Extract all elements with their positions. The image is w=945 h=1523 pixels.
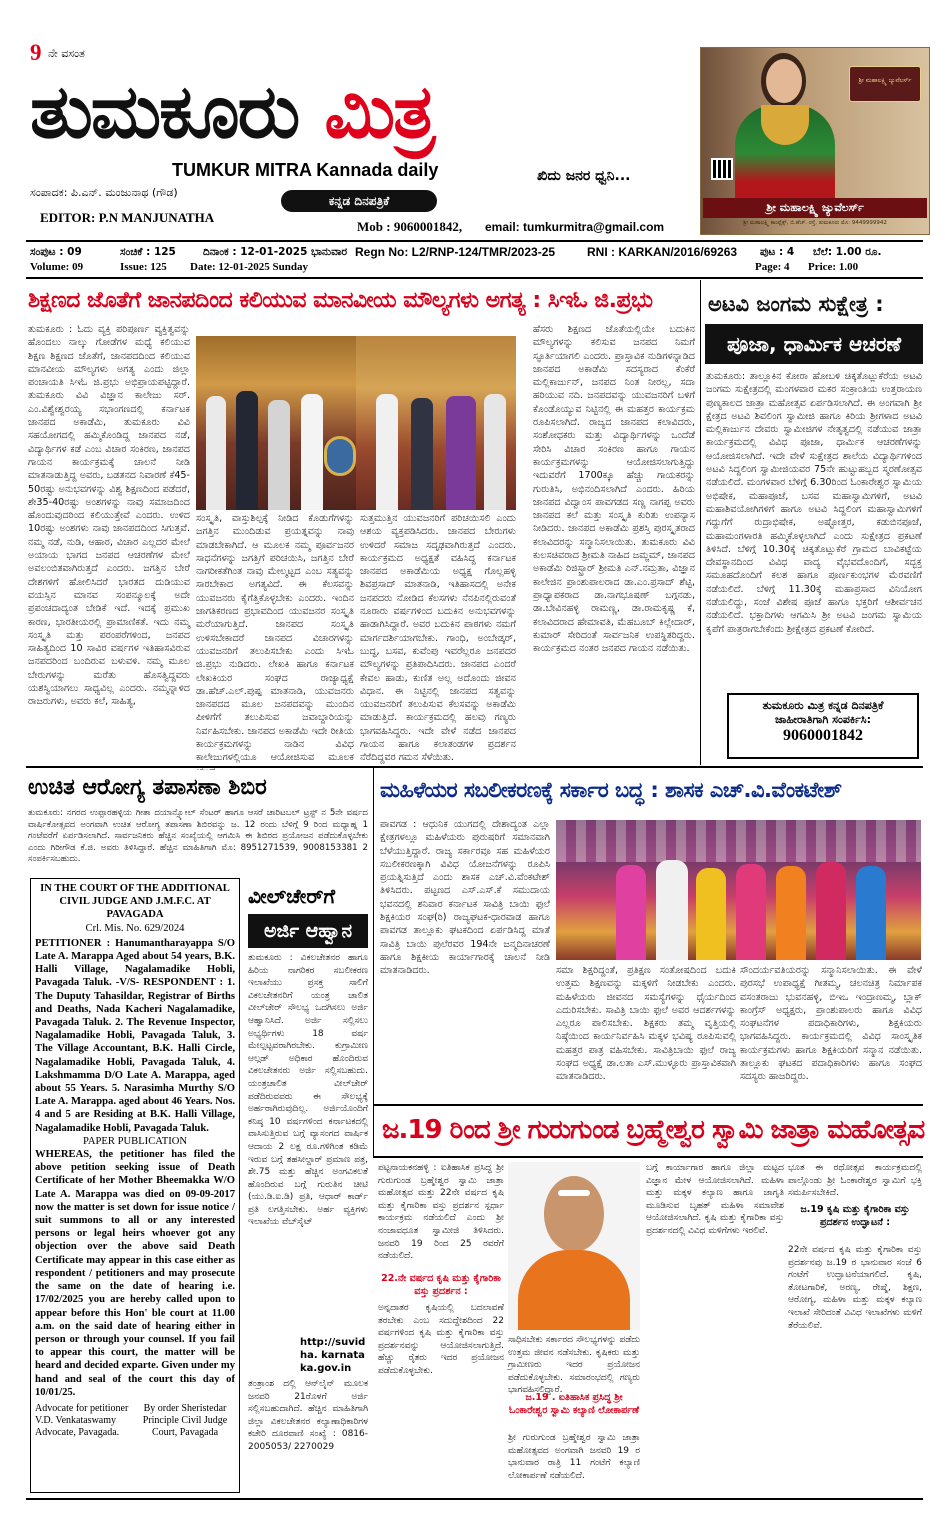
info-issue-kn: ಸಂಚಿಕೆ : 125	[120, 246, 176, 258]
info-rni-number: RNI : KARKAN/2016/69263	[587, 245, 738, 259]
mobile-number: Mob : 9060001842,	[357, 219, 463, 234]
info-price-kn: ಬೆಲೆ: 1.00 ರೂ.	[813, 246, 882, 258]
legal-notice-text: WHEREAS, the petitioner has filed the above petition seeking issue of Death Certificate of her Mother Bheemakka W/O Late A. Marappa was died on 09-09-2017 now the matter is set down for issue notice / suit summons to all or any interested persons or legal heirs whoever got any objection over the above said Death Certificate may appear in this case either as respondent / petitioners and may prosecute the same on the date of hearing i.e. 17/02/2025 you are hereby called upon to appear before this Hon' ble court at 11.00 a.m. on the said date of hearing either in person or through your counsel. If you fail to appear this court, the matter will be heard and decided exparte. Given under my hand and seal of the court this day of 10/01/25.	[35, 1149, 235, 1398]
issue-info-bar	[30, 244, 923, 276]
story5-headline-line2: ಅರ್ಜಿ ಆಹ್ವಾನ	[248, 914, 368, 948]
kannada-daily-badge: ಕನ್ನಡ ದಿನಪತ್ರಿಕೆ	[281, 190, 437, 212]
ad-logo-text: ಶ್ರೀ ಮಹಾಲಕ್ಷ್ಮಿ ಜ್ಯುವೆಲರ್ಸ್	[858, 77, 912, 84]
story1-photo-3	[196, 336, 356, 510]
story1-photo-2	[356, 336, 516, 510]
title-main: ತುಮಕೂರು	[30, 69, 299, 155]
story5-website: http://suvidha. karnataka.gov.in	[300, 1337, 366, 1374]
info-bottom-rule	[26, 277, 923, 279]
story6-col2: ಸಾಧಿಸಬೇಕು ಸರ್ಕಾರದ ಸೌಲಭ್ಯಗಳನ್ನು ಪಡೆದು ಉತ್ತಮ ಜೀವನ ನಡೆಸಬೇಕು. ಕೃಷಿಕರು ಮತ್ತು ಗ್ರಾಮೀಣರು ಇದರ ಪ್ರಯೋಜನ ಪಡೆದುಕೊಳ್ಳಬೇಕು. ಸಮಾರಂಭದಲ್ಲಿ ಗಣ್ಯರು ಭಾಗವಹಿಸಲಿದ್ದಾರೆ.	[508, 1335, 640, 1396]
edition-label: ನೇ ವಸಂತ	[48, 47, 85, 60]
paper-title	[30, 62, 433, 162]
ad-qr-code	[711, 158, 733, 180]
story1-divider	[700, 280, 701, 765]
info-volume-en: Volume: 09	[30, 261, 84, 273]
swamiji-photo	[508, 1162, 640, 1330]
legal-paper-publication: PAPER PUBLICATION	[82, 1135, 188, 1147]
legal-notice	[30, 878, 240, 1493]
contact-box-ad	[727, 693, 919, 759]
legal-parties: PETITIONER : Hanumantharayappa S/O Late A. Marappa Aged about 54 years, B.K. Halli Village, Nagalamadike Hobli, Pavagada Taluk. -V/S- RESPONDENT : 1. The Duputy Tahasildar, Registrar of Births and Deaths, Nada Kacheri Nagalamadike, Pavagada Taluk. 2. The Revenue Inspector, Nagalamadike Hobli, Pavagada Taluk, 3. The Village Accountant, B.K. Halli Circle, Nagalamadike Hobli, Pavagada Taluk, 4. Lakshmamma D/O Late A. Marappa, aged about 55 Years. 5. Narasimha Murthy S/O Late A. Marappa. aged about 46 Years. Nos. 4 and 5 are Residing at B.K. Halli Village, Nagalamadike Hobli, Pavagada Taluk.	[35, 937, 235, 1134]
legal-court: IN THE COURT OF THE ADDITIONAL CIVIL JUDGE AND J.M.F.C. AT PAVAGADA	[40, 883, 230, 921]
story5-tail: ತಂತ್ರಾಂಶ ದಲ್ಲಿ ಆನ್‌ಲೈನ್ ಮೂಲಕ ಜನವರಿ 21ರೊಳಗೆ ಅರ್ಜಿ ಸಲ್ಲಿಸಬಹುದಾಗಿದೆ. ಹೆಚ್ಚಿನ ಮಾಹಿತಿಗಾಗಿ ಜಿಲ್ಲಾ ವಿಕಲಚೇತನರ ಕಲ್ಯಾಣಾಧಿಕಾರಿಗಳ ಕಚೇರಿ ದೂರವಾಣಿ ಸಂಖ್ಯೆ : 0816-2005053/ 2270029	[248, 1379, 368, 1452]
story4-col-b: ಸೌಂದರ್ಯವತಿಯರನ್ನು ಸನ್ಮಾನಿಸಲಾಯಿತು. ಈ ವೇಳೆ ಪುರಸಭೆ ಉಪಾಧ್ಯಕ್ಷೆ ಗೀತಮ್ಮ, ಚಲನಚಿತ್ರ ನಿರ್ಮಾಪಕ ವಸಂತರಾಜು ಭುವನಹಳ್ಳಿ, ಬಿಇಒ ಇಂದ್ರಾಣಮ್ಮ, ಬ್ಲಾಕ್ ಕಾಂಗ್ರೆಸ್ ಅಧ್ಯಕ್ಷರು, ಪ್ರಾಂಶುಪಾಲರು ಹಾಗೂ ವಿವಿಧ ಸಂಘಟನೆಗಳ ಪದಾಧಿಕಾರಿಗಳು, ಶಿಕ್ಷಕಿಯರು ಭಾಗವಹಿಸಿದ್ದರು. ಕಾರ್ಯಕ್ರಮದಲ್ಲಿ ವಿವಿಧ ಸಾಂಸ್ಕೃತಿಕ ಕಾರ್ಯಕ್ರಮಗಳು ಹಾಗೂ ಶಿಕ್ಷಕಿಯರಿಗೆ ಸನ್ಮಾನ ನಡೆಯಿತು. ತಾಲ್ಲೂಕು ಘಟಕದ ಪದಾಧಿಕಾರಿಗಳು ಹಾಗೂ ಸಂಘದ ಸದಸ್ಯರು ಹಾಜರಿದ್ದರು.	[740, 965, 922, 1083]
story1-col2: ಸಂಸ್ಕೃತಿ, ವಾಸ್ತುಶಿಲ್ಪಕ್ಕೆ ನೀಡಿದ ಕೊಡುಗೆಗಳನ್ನು ಜಗತ್ತಿನ ಮುಂದಿಡುವ ಪ್ರಯತ್ನವನ್ನು ನಾವು ಮಾಡಬೇಕಾಗಿದೆ. ಆ ಮೂಲಕ ನಮ್ಮ ಪೂರ್ವಜನರ ಸಾಧನೆಗಳನ್ನು ಜಗತ್ತಿಗೆ ಪರಿಚಯಿಸಿ, ಜಗತ್ತಿನ ಬೇರೆ ನಾಗರೀಕತೆಗಿಂತ ನಾವು ಮೇಲ್ಮಟ್ಟದ ಎಂಬ ಸತ್ಯವನ್ನು ಸಾರಬೇಕಾದ ಅಗತ್ಯವಿದೆ. ಈ ಕೆಲಸವನ್ನು ಯುವಜನರು ಕೈಗೆತ್ತಿಕೊಳ್ಳಬೇಕು ಎಂದರು. ಇಂದಿನ ಜಾಗತಿಕರಣದ ಪ್ರಭಾವದಿಂದ ಯುವಜನರ ಸಂಸ್ಕೃತಿ ಮರೆಯಾಗುತ್ತಿದೆ. ಜಾನಪದ ಸಂಸ್ಕೃತಿ ಉಳಿಸಬೇಕಾದರೆ ಜಾನಪದ ವಿಚಾರಗಳನ್ನು ಯುವಜನರಿಗೆ ತಲುಪಿಸಬೇಕು ಎಂದು ಸಿಇಓ ಜಿ.ಪ್ರಭು ನುಡಿದರು. ಲೇಖಕಿ ಹಾಗೂ ಕರ್ನಾಟಕ ಲೇಖಕಿಯರ ಸಂಘದ ರಾಜ್ಯಾಧ್ಯಕ್ಷೆ ಡಾ.ಹೆಚ್.ಎಲ್.ಪುಷ್ಪ ಮಾತನಾಡಿ, ಯುವಜನರು ಜಾನಪದದ ಮೂಲ ಜನಪದವನ್ನು ಮುಂದಿನ ಪೀಳಿಗೆಗೆ ತಲುಪಿಸುವ ಜವಾಬ್ದಾರಿಯನ್ನು ನಿರ್ವಹಿಸಬೇಕು. ಜಾನಪದ ಅಕಾಡೆಮಿ ಇದೇ ರೀತಿಯ ಕಾರ್ಯಕ್ರಮಗಳನ್ನು ನಾಡಿನ ವಿವಿಧ ಕಾಲೇಜುಗಳಲ್ಲಿಯೂ ಆಯೋಜಿಸುವ ಮೂಲಕ	[196, 513, 354, 764]
story2-headline-line1: ಅಟವಿ ಜಂಗಮ ಸುಕ್ಷೇತ್ರ :	[708, 284, 923, 324]
story3-headline: ಉಚಿತ ಆರೋಗ್ಯ ತಪಾಸಣಾ ಶಿಬಿರ	[28, 770, 368, 806]
story6-subhead-3: ಜ.19 ಕೃಷಿ ಮತ್ತು ಕೈಗಾರಿಕಾ ವಸ್ತು ಪ್ರದರ್ಶನ ಉದ್ಘಾಟನೆ :	[800, 1204, 910, 1228]
edition-number: 9	[30, 40, 42, 65]
story3-divider	[373, 768, 374, 1158]
box-ad-phone: 9060001842	[783, 727, 863, 744]
story6-headline: ಜ.19 ರಿಂದ ಶ್ರೀ ಗುರುಗುಂಡ ಬ್ರಹ್ಮೇಶ್ವರ ಸ್ವಾಮಿ ಜಾತ್ರಾ ಮಹೋತ್ಸವ	[382, 1106, 922, 1154]
story1-col3: ಸುತ್ತಮುತ್ತಿನ ಯುವಜನರಿಗೆ ಪರಿಚಯಿಸಲಿ ಎಂದು ಆಶಯ ವ್ಯಕ್ತಪಡಿಸಿದರು. ಜಾನಪದ ಬೇರುಗಳು ಉಳಿದರೆ ಸಮಾಜ ಸದೃಢವಾಗಿರುತ್ತದೆ ಎಂದರು. ಕಾರ್ಯಕ್ರಮದ ಅಧ್ಯಕ್ಷತೆ ವಹಿಸಿದ್ದ ಕರ್ನಾಟಕ ಜಾನಪದ ಅಕಾಡೆಮಿಯ ಅಧ್ಯಕ್ಷ ಗೊಲ್ಲಹಳ್ಳಿ ಶಿವಪ್ರಸಾದ್ ಮಾತನಾಡಿ, ಇತಿಹಾಸದಲ್ಲಿ ಅನೇಕ ಜನಪದರು ನೋಡಿದ ಕೆಲಸಗಳು ನೆನಪಿನಲ್ಲಿರುವಂತೆ ನೂರಾರು ವರ್ಷಗಳಿಂದ ಬದುಕಿನ ಅನುಭವಗಳನ್ನು ಹಾಡಾಗಿಸಿದ್ದಾರೆ. ಅವರ ಬದುಕಿನ ಪಾಠಗಳು ನಮಗೆ ಮಾರ್ಗದರ್ಶಿಯಾಗಬೇಕು. ಗಾಂಧಿ, ಅಂಬೇಡ್ಕರ್, ಬುದ್ಧ, ಬಸವ, ಕುವೆಂಪು ಇವರೆಲ್ಲರೂ ಜನಪದರ ಮೌಲ್ಯಗಳನ್ನು ಪ್ರತಿಪಾದಿಸಿದರು. ಜಾನಪದ ಎಂದರೆ ಕೇವಲ ಹಾಡು, ಕುಣಿತ ಅಲ್ಲ ಅದೊಂದು ಜೀವನ ವಿಧಾನ. ಈ ನಿಟ್ಟಿನಲ್ಲಿ ಜಾನಪದ ಸತ್ವವನ್ನು ಯುವಜನರಿಗೆ ತಲುಪಿಸುವ ಕೆಲಸವನ್ನು ಅಕಾಡೆಮಿ ಮಾಡುತ್ತಿದೆ. ಕಾರ್ಯಕ್ರಮದಲ್ಲಿ ಹಲವು ಗಣ್ಯರು ಭಾಗವಹಿಸಿದ್ದರು. ಇದೇ ವೇಳೆ ನಡೆದ ಜಾನಪದ ಗಾಯನ ಹಾಗೂ ಕಲಾತಂಡಗಳ ಪ್ರದರ್ಶನ ನೆರೆದಿದ್ದವರ ಗಮನ ಸೆಳೆಯಿತು.	[360, 513, 516, 764]
story6-col3: ಬಗ್ಗೆ ಕಾರ್ಯಾಗಾರ ಹಾಗೂ ಜಿಲ್ಲಾ ಮಟ್ಟದ ವಿಜ್ಞಾನ ಮೇಳ ಆಯೋಜಿಸಲಾಗಿದೆ. ಮಹಿಳಾ ಮತ್ತು ಮಕ್ಕಳ ಕಲ್ಯಾಣ ಹಾಗೂ ಜಾಗೃತಿ ಮೂಡಿಸುವ ಬೃಹತ್ ಮಹಿಳಾ ಸಮಾವೇಶ ಆಯೋಜಿಸಲಾಗಿದೆ. ಕೃಷಿ ಮತ್ತು ಕೈಗಾರಿಕಾ ವಸ್ತು ಪ್ರದರ್ಶನದಲ್ಲಿ ವಿವಿಧ ಮಳಿಗೆಗಳು ಇರಲಿವೆ.	[646, 1163, 784, 1236]
story4-headline: ಮಹಿಳೆಯರ ಸಬಲೀಕರಣಕ್ಕೆ ಸರ್ಕಾರ ಬದ್ಧ : ಶಾಸಕ ಎಚ್.ವಿ.ವೆಂಕಟೇಶ್	[380, 770, 925, 810]
info-page-kn: ಪುಟ : 4	[760, 246, 795, 258]
editor-english: EDITOR: P.N MANJUNATHA	[40, 210, 215, 225]
info-price-en: Price: 1.00	[808, 261, 859, 273]
story2-body: ತುಮಕೂರು: ತಾಲ್ಲೂಕಿನ ಕೋರಾ ಹೋಬಳಿ ಚಿಕ್ಕತೊಟ್ಲುಕೆರೆಯ ಅಟವಿ ಜಂಗಮ ಸುಕ್ಷೇತ್ರದಲ್ಲಿ ಮಂಗಳವಾರ ಮಕರ ಸಂಕ್ರಾಂತಿಯ ಉತ್ತರಾಯಣ ಪುಣ್ಯಕಾಲದ ಜಾತ್ರಾ ಮಹೋತ್ಸವ ಏರ್ಪಡಿಸಲಾಗಿದೆ. ಈ ಅಂಗವಾಗಿ ಶ್ರೀ ಕ್ಷೇತ್ರದ ಅಟವಿ ಶಿವಲಿಂಗ ಸ್ವಾಮೀಜಿ ಹಾಗೂ ಕಿರಿಯ ಶ್ರೀಗಳಾದ ಅಟವಿ ಮಲ್ಲಿಕಾರ್ಜುನ ದೇವರು ಸ್ವಾಮೀಜಿಗಳ ನೇತೃತ್ವದಲ್ಲಿ ನಡೆಯುವ ಜಾತ್ರಾ ಕಾರ್ಯಕ್ರಮದಲ್ಲಿ ವಿವಿಧ ಪೂಜಾ, ಧಾರ್ಮಿಕ ಆಚರಣೆಗಳನ್ನು ಆಯೋಜಿಸಲಾಗಿದೆ. ಇದೇ ವೇಳೆ ಸುಕ್ಷೇತ್ರದ ಶಾಲೆಯ ವಿದ್ಯಾರ್ಥಿಗಳಿಂದ ಅಟವಿ ಸಿದ್ದಲಿಂಗ ಸ್ವಾಮೀಜಿಯವರ 75ನೇ ಹುಟ್ಟುಹಬ್ಬದ ಸ್ಮರಣೋತ್ಸವ ನಡೆಯಲಿದೆ. ಮಂಗಳವಾರ ಬೆಳಿಗ್ಗೆ 6.30ರಿಂದ ಓಂಕಾರೇಶ್ವರ ಸ್ವಾಮಿಯ ಅಭಿಷೇಕ, ಮಹಾಪೂಜೆ, ಬಸವ ಮಹಾಸ್ವಾಮಿಗಳಿಗೆ, ಅಟವಿ ಮಹಾಶಿವಯೋಗಿಗಳಿಗೆ ಹಾಗೂ ಅಟವಿ ಸಿದ್ದಲಿಂಗ ಮಹಾಸ್ವಾಮಿಗಳಿಗೆ ಗದ್ದುಗೆಗೆ ರುದ್ರಾಭಿಷೇಕ, ಅಷ್ಟೋತ್ತರ, ಕಡುಬಿನಪೂಜೆ, ಮಹಾಮಂಗಳಾರತಿ ಹಮ್ಮಿಕೊಳ್ಳಲಾಗಿದೆ ಎಂದು ಸುಕ್ಷೇತ್ರದ ಪ್ರಕಟಣೆ ತಿಳಿಸಿದೆ. ಬೆಳಿಗ್ಗೆ 10.30ಕ್ಕೆ ಚಿಕ್ಕತೊಟ್ಲುಕೆರೆ ಗ್ರಾಮದ ಬಾವಿಕಟ್ಟೆಯ ದೇವಸ್ಥಾನದಿಂದ ವಿವಿಧ ವಾದ್ಯ ವೈಭವದೊಂದಿಗೆ, ಸದ್ಭಕ್ತ ಸಮೂಹದೊಂದಿಗೆ ಕಲಶ ಹಾಗೂ ಪೂರ್ಣಕುಂಭಗಳ ಮೆರವಣಿಗೆ ನಡೆಯಲಿದೆ. ಬೆಳಿಗ್ಗೆ 11.30ಕ್ಕೆ ಮಹಾಪ್ರಸಾದ ವಿನಿಯೋಗ ನಡೆಯಲಿದ್ದು, ಸಂಜೆ ವಿಶೇಷ ಪೂಜೆ ಹಾಗೂ ಭಕ್ತರಿಗೆ ಆಶೀರ್ವಚನ ನಡೆಯಲಿದೆ. ಭಕ್ತಾದಿಗಳು ಆಗಮಿಸಿ ಶ್ರೀ ಅಟವಿ ಜಂಗಮ ಸ್ವಾಮಿಯ ಕೃಪೆಗೆ ಪಾತ್ರರಾಗಬೇಕೆಂದು ಶ್ರೀಕ್ಷೇತ್ರದ ಪ್ರಕಟಣೆ ಕೋರಿದೆ.	[706, 371, 922, 635]
story4-intro: ಪಾವಗಡ : ಆಧುನಿಕ ಯುಗದಲ್ಲಿ ದೇಶಾದ್ಯಂತ ಎಲ್ಲಾ ಕ್ಷೇತ್ರಗಳಲ್ಲೂ ಮಹಿಳೆಯರು ಪುರುಷರಿಗೆ ಸಮಾನವಾಗಿ ಬೆಳೆಯುತ್ತಿದ್ದಾರೆ. ರಾಜ್ಯ ಸರ್ಕಾರವೂ ಸಹ ಮಹಿಳೆಯರ ಸಬಲೀಕರಣಕ್ಕಾಗಿ ವಿವಿಧ ಯೋಜನೆಗಳನ್ನು ರೂಪಿಸಿ ಪ್ರಯತ್ನಿಸುತ್ತಿದೆ ಎಂದು ಶಾಸಕ ಎಚ್.ವಿ.ವೆಂಕಟೇಶ್ ತಿಳಿಸಿದರು. ಪಟ್ಟಣದ ಎಸ್.ಎಸ್.ಕೆ ಸಮುದಾಯ ಭವನದಲ್ಲಿ ಶನಿವಾರ ಕರ್ನಾಟಕ ಸಾವಿತ್ರಿ ಬಾಯಿ ಫುಲೆ ಶಿಕ್ಷಕಿಯರ ಸಂಘ(ರಿ) ರಾಜ್ಯಘಟಕ-ಧಾರವಾಡ ಹಾಗೂ ಪಾವಗಡ ತಾಲ್ಲೂಕು ಘಟಕದಿಂದ ಏರ್ಪಡಿಸಿದ್ದ ಮಾತೆ ಸಾವಿತ್ರಿ ಬಾಯಿ ಪುಲೆರವರ 194ನೇ ಜನ್ಮದಿನಾಚರಣೆ ಹಾಗೂ ಶಿಕ್ಷಕೀಯ ಕಾರ್ಯಾಗಾರಕ್ಕೆ ಚಾಲನೆ ನೀಡಿ ಮಾತನಾಡಿದರು.	[380, 819, 550, 977]
info-top-rule	[26, 240, 923, 242]
story6-col4b: 22ನೇ ವರ್ಷದ ಕೃಷಿ ಮತ್ತು ಕೈಗಾರಿಕಾ ವಸ್ತು ಪ್ರದರ್ಶನವು ಜ.19 ರ ಭಾನುವಾರ ಸಂಜೆ 6 ಗಂಟೆಗೆ ಉದ್ಘಾಟನೆಯಾಗಲಿದೆ. ಕೃಷಿ, ತೋಟಗಾರಿಕೆ, ಅರಣ್ಯ, ರೇಷ್ಮೆ, ಶಿಕ್ಷಣ, ಆರೋಗ್ಯ, ಮಹಿಳಾ ಮತ್ತು ಮಕ್ಕಳ ಕಲ್ಯಾಣ ಇಲಾಖೆ ಸೇರಿದಂತೆ ವಿವಿಧ ಇಲಾಖೆಗಳು ಮಳಿಗೆ ತೆರೆಯಲಿವೆ.	[788, 1245, 922, 1331]
ad-brand-logo	[849, 66, 921, 102]
title-accent: ಮಿತ್ರ	[324, 69, 434, 155]
story6-col4: ಭೂತ ಈ ರಥೋತ್ಸವ ಕಾರ್ಯಕ್ರಮದಲ್ಲಿ ಪಾಲ್ಗೊಂಡು ಶ್ರೀ ಓಂಕಾರೇಶ್ವರ ಸ್ವಾಮಿಗೆ ಭಕ್ತಿ ಸಮರ್ಪಿಸಬೇಕಿದೆ.	[788, 1163, 922, 1199]
story6-col1b: ಅನ್ನದಾತರ ಕೃಷಿಯಲ್ಲಿ ಬದಲಾವಣೆ ತರಬೇಕು ಎಂಬ ಸದುದ್ದೇಶದಿಂದ 22 ವರ್ಷಗಳಿಂದ ಕೃಷಿ ಮತ್ತು ಕೈಗಾರಿಕಾ ವಸ್ತು ಪ್ರದರ್ಶನವನ್ನು ಆಯೋಜಿಸಲಾಗುತ್ತಿದೆ. ಹೆಚ್ಚು ರೈತರು ಇದರ ಪ್ರಯೋಜನ ಪಡೆದುಕೊಳ್ಳಬೇಕು.	[378, 1303, 504, 1376]
box-ad-line2: ಜಾಹೀರಾತಿಗಾಗಿ ಸಂಪರ್ಕಿಸಿ:	[774, 713, 872, 726]
story6-subhead-1: 22.ನೇ ವರ್ಷದ ಕೃಷಿ ಮತ್ತು ಕೈಗಾರಿಕಾ ವಸ್ತು ಪ್ರದರ್ಶನ :	[381, 1273, 501, 1297]
story4-photo	[556, 820, 921, 960]
story4-col-a: ಸಮಾ ಶಿಕ್ಷರಿದ್ದಂತೆ, ಪ್ರತಿಕ್ಷಣ ಸಂತೋಷದಿಂದ ಬದುಕಿ ಉತ್ತಮ ಶಿಕ್ಷಣವನ್ನು ಮಕ್ಕಳಿಗೆ ನೀಡಬೇಕು ಎಂದರು. ಮಹಿಳೆಯರು ಜೀವನದ ಸಮಸ್ಯೆಗಳನ್ನು ಧೈರ್ಯದಿಂದ ಎದುರಿಸಬೇಕು. ಸಾವಿತ್ರಿ ಬಾಯಿ ಫುಲೆ ಅವರ ಆದರ್ಶಗಳನ್ನು ಎಲ್ಲರೂ ಪಾಲಿಸಬೇಕು. ಶಿಕ್ಷಕರು ತಮ್ಮ ವೃತ್ತಿಯಲ್ಲಿ ನಿಷ್ಠೆಯಿಂದ ಕಾರ್ಯನಿರ್ವಹಿಸಿ ಮಕ್ಕಳ ಭವಿಷ್ಯ ರೂಪಿಸುವಲ್ಲಿ ಮಹತ್ತರ ಪಾತ್ರ ವಹಿಸಬೇಕು. ಸಾವಿತ್ರಿಬಾಯಿ ಫುಲೆ ರಾಜ್ಯ ಸಂಘದ ಅಧ್ಯಕ್ಷೆ ಡಾ.ಲತಾ ಎಸ್.ಮುಳ್ಳೂರು ಪ್ರಾಸ್ತಾವಿಕವಾಗಿ ಮಾತನಾಡಿದರು.	[556, 965, 736, 1083]
story6-subhead-2: ಜ.19 . ಐತಿಹಾಸಿಕ ಪ್ರಸಿದ್ಧ ಶ್ರೀ ಓಂಕಾರೇಶ್ವರ ಸ್ವಾಮಿ ಕಲ್ಯಾಣಿ ಲೋಕಾರ್ಪಣೆ	[508, 1392, 640, 1416]
tagline: ಖಿದು ಜನರ ಧ್ವನಿ...	[537, 168, 631, 184]
story5-body: ತುಮಕೂರು : ವಿಕಲಚೇತನರ ಹಾಗೂ ಹಿರಿಯ ನಾಗರಿಕರ ಸಬಲೀಕರಣ ಇಲಾಖೆಯು ಪ್ರಸಕ್ತ ಸಾಲಿಗೆ ವಿಕಲಚೇತನರಿಗೆ ಯಂತ್ರ ಚಾಲಿತ ವೀಲ್‌ಚೇರ್ ಸೌಲಭ್ಯ ಒದಗಿಸಲು ಅರ್ಜಿ ಆಹ್ವಾನಿಸಿದೆ. ಅರ್ಜಿ ಸಲ್ಲಿಸಲು ಅಭ್ಯರ್ಥಿಗಳು 18 ವರ್ಷ ಮೇಲ್ಪಟ್ಟವರಾಗಿರಬೇಕು. ಕುಗ್ರಾಮೀಣ ಆಲ್ಗಡ್ ಅಧಿಕಾರ ಹೊಂದಿರುವ ವಿಕಲಚೇತನರು ಅರ್ಜಿ ಸಲ್ಲಿಸಬಹುದು. ಯಂತ್ರಚಾಲಿತ ವೀಲ್‌ಚೇರ್ ಪಡೆದಿರುವವರು ಈ ಸೌಲಭ್ಯಕ್ಕೆ ಅರ್ಹರಾಗಿರುವುದಿಲ್ಲ. ಅರ್ಜಿಯೊಂದಿಗೆ ಕನಿಷ್ಠ 10 ವರ್ಷಗಳಿಂದ ಕರ್ನಾಟಕದಲ್ಲಿ ವಾಸಿಸುತ್ತಿರುವ ಬಗ್ಗೆ ವ್ಯಾಸಂಗದ ವಾರ್ಷಿಕ ಆದಾಯ 2 ಲಕ್ಷ ರೂ.ಗಳಿಗಿಂತ ಕಡಿಮೆ ಇರುವ ಬಗ್ಗೆ ತಹಸೀಲ್ದಾರ್ ಪ್ರಮಾಣ ಪತ್ರ, ಶೇ.75 ಮತ್ತು ಹೆಚ್ಚಿನ ಅಂಗವಿಕಲತೆ ಹೊಂದಿರುವ ಬಗ್ಗೆ ಗುರುತಿನ ಚೀಟಿ (ಯು.ಡಿ.ಐ.ಡಿ) ಪ್ರತಿ, ಆಧಾರ್ ಕಾರ್ಡ್ ಪ್ರತಿ ಲಗತ್ತಿಸಬೇಕು. ಅರ್ಹ ವ್ಯಕ್ತಿಗಳು ಇಲಾಖೆಯ ವೆಬ್‌ಸೈಟ್	[248, 953, 368, 1228]
story5-headline-line1: ವೀಲ್‌ಚೇರ್‌ಗೆ	[248, 880, 368, 912]
legal-case-number: Crl. Mis. No. 629/2024	[85, 922, 185, 934]
page-bottom-rule	[26, 1498, 923, 1500]
email-address: email: tumkurmitra@gmail.com	[485, 220, 665, 234]
story2-headline-line2: ಪೂಜಾ, ಧಾರ್ಮಿಕ ಆಚರಣೆ	[705, 324, 923, 364]
editor-kannada: ಸಂಪಾದಕ: ಪಿ.ಎನ್. ಮಂಜುನಾಥ (ಗೌಡ)	[30, 186, 178, 199]
legal-advocate: Advocate for petitioner V.D. Venkataswamy Advocate, Pavagada.	[35, 1402, 129, 1438]
section-rule-1	[26, 766, 923, 768]
info-date-kn: ದಿನಾಂಕ : 12-01-2025 ಭಾನುವಾರ	[203, 246, 348, 258]
story1-headline: ಶಿಕ್ಷಣದ ಜೊತೆಗೆ ಜಾನಪದಿಂದ ಕಲಿಯುವ ಮಾನವೀಯ ಮೌಲ್ಯಗಳು ಅಗತ್ಯ : ಸಿಇಓ ಜಿ.ಪ್ರಭು	[28, 281, 695, 321]
story6-col2b: ಶ್ರೀ ಗುರುಗುಂಡ ಬ್ರಹ್ಮೇಶ್ವರ ಸ್ವಾಮಿ ಜಾತ್ರಾ ಮಹೋತ್ಸವದ ಅಂಗವಾಗಿ ಜನವರಿ 19 ರ ಭಾನುವಾರ ರಾತ್ರಿ 11 ಗಂಟೆಗೆ ಕಲ್ಯಾಣಿ ಲೋಕಾರ್ಪಣೆ ನಡೆಯಲಿದೆ.	[508, 1433, 640, 1481]
ad-address: ಶ್ರೀ ಮಹಾಲಕ್ಷ್ಮಿ ಕಾಂಪ್ಲೆಕ್ಸ್, ಬಿ.ಹೆಚ್. ರಸ್ತೆ, ತುಮಕೂರು ಮೊ: 9449999942	[743, 220, 887, 226]
story1-col1: ತುಮಕೂರು : ಓದು ವ್ಯಕ್ತಿ ಪರಿಪೂರ್ಣ ವ್ಯಕ್ತಿತ್ವವನ್ನು ಹೊಂದಲು ನಾಲ್ಕು ಗೋಡೆಗಳ ಮಧ್ಯೆ ಕಲಿಯುವ ಶಿಕ್ಷಣ ಶಿಕ್ಷಣದ ಜೊತೆಗೆ, ಜಾನಪದದಿಂದ ಕಲಿಯುವ ಮಾನವೀಯ ಮೌಲ್ಯಗಳು ಅಗತ್ಯ ಎಂದು ಜಿಲ್ಲಾ ಪಂಚಾಯತಿ ಸಿಇಓ ಜಿ.ಪ್ರಭು ಅಭಿಪ್ರಾಯಪಟ್ಟಿದ್ದಾರೆ. ತುಮಕೂರು ವಿವಿ ವಿಜ್ಞಾನ ಕಾಲೇಜು ಸರ್. ಎಂ.ವಿಶ್ವೇಶ್ವರಯ್ಯ ಸಭಾಂಗಣದಲ್ಲಿ ಕರ್ನಾಟಕ ಜಾನಪದ ಅಕಾಡೆಮಿ, ತುಮಕೂರು ವಿವಿ ಸಹಯೋಗದಲ್ಲಿ ಹಮ್ಮಿಕೊಂಡಿದ್ದ ಜಾನಪದ ನಡೆ, ವಿದ್ಯಾರ್ಥಿಗಳ ಕಡೆ ಎಂಬ ವಿಚಾರ ಸಂಕಿರಣ, ಜಾನಪದ ಗಾಯನ ಕಾರ್ಯಕ್ರಮಕ್ಕೆ ಚಾಲನೆ ನೀಡಿ ಮಾತನಾಡುತ್ತಿದ್ದ ಅವರು, ಬಡತನದ ನಿವಾರಣೆ ಕೆ45-50ರಷ್ಟು ಅನುಭವಗಳನ್ನು ವಿಶ್ವ ಶಿಕ್ಷಣದಿಂದ ಪಡೆದರೆ, ಶೇ35-40ರಷ್ಟು ಅಂಶಗಳನ್ನು ನಾವು ಸಮಾಜದಿಂದ ಹೊಂದುವುದರಿಂದ ಕಲಿಯುತ್ತೇವೆ ಎಂದರು. ಉಳಿದ 10ರಷ್ಟು ಅಂಶಗಳು ನಾವು ಜಾನಪದದಿಂದ ಸಿಗುತ್ತವೆ. ನಮ್ಮ ನಡೆ, ನುಡಿ, ಆಹಾರ, ವಿಚಾರ ಎಲ್ಲದರ ಮೇಲೆ ಅಯಾಯ ಭಾಗದ ಜನಪದ ಆಚರಣೆಗಳ ಮೇಲೆ ಅವಲಂಬಿತವಾಗಿರುತ್ತದೆ ಎಂದರು. ಜಗತ್ತಿನ ಬೇರೆ ದೇಶಗಳಿಗೆ ಹೋಲಿಸಿದರೆ ಭಾರತದ ದುಡಿಯುವ ವಯಸ್ಸಿನ ಮಾನವ ಸಂಪನ್ಮೂಲಕ್ಕೆ ಅದೇ ಪ್ರಪಂಚದಾದ್ಯಂತ ಬೇಡಿಕೆ ಇದೆ. ಇದಕ್ಕೆ ಪ್ರಮುಖ ಕಾರಣ, ಭಾರತೀಯರಲ್ಲಿ ಪ್ರಾಮಾಣಿಕತೆ. ಇದು ನಮ್ಮ ಸಂಸ್ಕೃತಿ ಮತ್ತು ಪರಂಪರೆಗಳಿಂದ, ಜನಪದ ಸಾಹಿತ್ಯದಿಂದ 10 ಸಾವಿರ ವರ್ಷಗಳ ಇತಿಹಾಸವಿರುವ ಜನಪದರಿಂದ ಬಂದಿರುವ ಬಳುವಳಿ. ನಮ್ಮ ಮೂಲ ಬೇರುಗಳನ್ನು ಮರೆತು ಹೊಸತ್ವಿದ್ದವರು ಯಶಸ್ವಿಯಾಗಲು ಸಾಧ್ಯವಿಲ್ಲ ಎಂದರು. ನಮ್ಮನ್ನಾಳಿದ ರಾಜರುಗಳು, ಅವರು ಕಲೆ, ಸಾಹಿತ್ಯ,	[28, 324, 190, 708]
info-date-en: Date: 12-01-2025 Sunday	[190, 261, 308, 273]
info-volume-kn: ಸಂಪುಟ : 09	[30, 246, 82, 258]
info-issue-en: Issue: 125	[120, 261, 167, 273]
info-page-en: Page: 4	[755, 261, 790, 273]
ad-model-image	[721, 53, 841, 198]
story1-col4: ಹೆಸರು ಶಿಕ್ಷಣದ ಜೊತೆಯಲ್ಲಿಯೇ ಬದುಕಿನ ಮೌಲ್ಯಗಳನ್ನು ಕಲಿಸುವ ಜನಪದ ನಿಮಗೆ ಸ್ಫೂರ್ತಿಯಾಗಲಿ ಎಂದರು. ಪ್ರಾಸ್ತಾವಿಕ ನುಡಿಗಳನ್ನಾಡಿದ ಜಾನಪದ ಅಕಾಡೆಮಿ ಸದಸ್ಯರಾದ ಕೆಂಕೆರೆ ಮಲ್ಲಿಕಾರ್ಜುನ್, ಜನಪದ ನಿಂತ ನೀರಲ್ಲ, ಸದಾ ಹರಿಯುವ ನದಿ. ಜನಪದವನ್ನು ಯುವಜನರಿಗೆ ಬಳಿಗೆ ಕೊಂಡೊಯ್ಯುವ ನಿಟ್ಟಿನಲ್ಲಿ ಈ ಮಹತ್ತರ ಕಾರ್ಯಕ್ರಮ ರೂಪಿಸಲಾಗಿದೆ. ರಾಜ್ಯದ ಜಾನಪದ ಕಲಾವಿದರು, ಸಂಶೋಧಕರು ಮತ್ತು ವಿದ್ಯಾರ್ಥಿಗಳನ್ನು ಒಂದೆಡೆ ಸೇರಿಸಿ ವಿಚಾರ ಸಂಕಿರಣ ಹಾಗೂ ಗಾಯನ ಕಾರ್ಯಕ್ರಮಗಳನ್ನು ಆಯೋಜಿಸಲಾಗುತ್ತಿದ್ದು ಇದುವರೆಗೆ 1700ಕ್ಕೂ ಹೆಚ್ಚು ಗಾಯಕರನ್ನು ಗುರುತಿಸಿ, ಅಭಿನಂದಿಸಲಾಗಿದೆ ಎಂದರು. ಹಿರಿಯ ಜಾನಪದ ವಿದ್ವಾಂಸ ಪಾವಗಡದ ಸಣ್ಣ ನಾಗಪ್ಪ ಅವರು ಜಾನಪದ ಕಲೆ ಮತ್ತು ಸಂಸ್ಕೃತಿ ಕುರಿತು ಉಪನ್ಯಾಸ ನೀಡಿದರು. ಜಾನಪದ ಅಕಾಡೆಮಿ ಪ್ರಶಸ್ತಿ ಪುರಸ್ಕೃತರಾದ ಕಲಾವಿದರನ್ನು ಸನ್ಮಾನಿಸಲಾಯಿತು. ತುಮಕೂರು ವಿವಿ ಕುಲಸಚಿವರಾದ ಶ್ರೀಮತಿ ನಾಹಿದ ಜಮ್ಜಮ್, ಜಾನಪದ ಅಕಾಡೆಮಿ ರಿಜಿಸ್ಟ್ರಾರ್ ಶ್ರೀಮತಿ ಎನ್.ನಮ್ರತಾ, ವಿಜ್ಞಾನ ಕಾಲೇಜಿನ ಪ್ರಾಂಶುಪಾಲರಾದ ಡಾ.ಎಂ.ಪ್ರಸಾದ್ ಶೆಟ್ಟಿ, ಪ್ರಾಧ್ಯಾಪಕರಾದ ಡಾ.ನಾಗಭೂಷಣ್ ಬಗ್ಗನಡು, ಡಾ.ಬೇವಿನಹಳ್ಳಿ ರಾಮಣ್ಣ, ಡಾ.ರಾಮಕೃಷ್ಣ ಕೆ, ಕಲಾವಿದರಾದ ಹೇಮಾವತಿ, ಮೆಹಬೂಬ್ ಕಿಲ್ಲೇದಾರ್, ಕುಮಾರ್ ಸೇರಿದಂತೆ ಸಾರ್ವಜನಿಕ ಉಪಸ್ಥಿತರಿದ್ದರು. ಕಾರ್ಯಕ್ರಮದ ನಂತರ ಜನಪದ ಗಾಯನ ನಡೆಯಿತು.	[533, 324, 695, 655]
ad-brand-name: ಶ್ರೀ ಮಹಾಲಕ್ಷ್ಮಿ ಜ್ಯುವೆಲರ್ಸ್	[703, 198, 927, 218]
info-regn-number: Regn No: L2/RNP-124/TMR/2023-25	[355, 245, 556, 259]
legal-order: By order Sheristedar Principle Civil Judge Court, Pavagada	[142, 1402, 228, 1438]
jewellery-advertisement	[700, 47, 930, 235]
box-ad-line1: ತುಮಕೂರು ಮಿತ್ರ ಕನ್ನಡ ದಿನಪತ್ರಿಕೆ	[762, 699, 884, 712]
section-rule-2	[374, 1156, 923, 1158]
story6-col1: ಪಟ್ಟನಾಯಕನಹಳ್ಳಿ : ಐತಿಹಾಸಿಕ ಪ್ರಸಿದ್ಧ ಶ್ರೀ ಗುರುಗುಂಡ ಬ್ರಹ್ಮೇಶ್ವರ ಸ್ವಾಮಿ ಜಾತ್ರಾ ಮಹೋತ್ಸವ ಮತ್ತು 22ನೇ ವರ್ಷದ ಕೃಷಿ ಮತ್ತು ಕೈಗಾರಿಕಾ ವಸ್ತು ಪ್ರದರ್ಶನ ಸ್ಪರ್ಧಾ ಕಾರ್ಯಕ್ರಮ ನಡೆಯಲಿದೆ ಎಂದು ಶ್ರೀ ನಂಜಾವಧೂತ ಸ್ವಾಮೀಜಿ ತಿಳಿಸಿದರು. ಜನವರಿ 19 ರಿಂದ 25 ರವರೆಗೆ ನಡೆಯಲಿದೆ.	[378, 1163, 504, 1262]
paper-subtitle: TUMKUR MITRA Kannada daily	[172, 160, 439, 180]
story6-top-rule	[374, 1104, 923, 1106]
story3-body: ತುಮಕೂರು: ನಗರದ ಉಪ್ಪಾರಹಳ್ಳಿಯ ಗೀತಾ ದಯಾನ್ಸ್ಕೋಲ್ ಸೆಂಟರ್ ಹಾಗೂ ಆಸರೆ ಚಾರಿಟಬಲ್ ಟ್ರಸ್ಟ್ ನ 5ನೇ ವರ್ಷದ ವಾರ್ಷಿಕೋತ್ಸವದ ಅಂಗವಾಗಿ ಉಚಿತ ಆರೋಗ್ಯ ತಪಾಸಣಾ ಶಿಬಿರವನ್ನು ಜ. 12 ರಂದು ಬೆಳಿಗ್ಗೆ 9 ರಿಂದ ಮಧ್ಯಾಹ್ನ 1 ಗಂಟೆವರೆಗೆ ಏರ್ಪಡಿಸಲಾಗಿದೆ. ಸಾರ್ವಜನಿಕರು ಹೆಚ್ಚಿನ ಸಂಖ್ಯೆಯಲ್ಲಿ ಆಗಮಿಸಿ ಈ ಶಿಬಿರದ ಪ್ರಯೋಜನ ಪಡೆದುಕೊಳ್ಳಬೇಕು ಎಂದು ಗಿರೀಗೌಡ ಕೆ.ಜಿ. ಅವರು ತಿಳಿಸಿದ್ದಾರೆ. ಹೆಚ್ಚಿನ ಮಾಹಿತಿಗಾಗಿ ಮೊ: 8951271539, 9008153381 2 ಸಂಪರ್ಕಿಸಬಹುದು.	[28, 808, 368, 865]
